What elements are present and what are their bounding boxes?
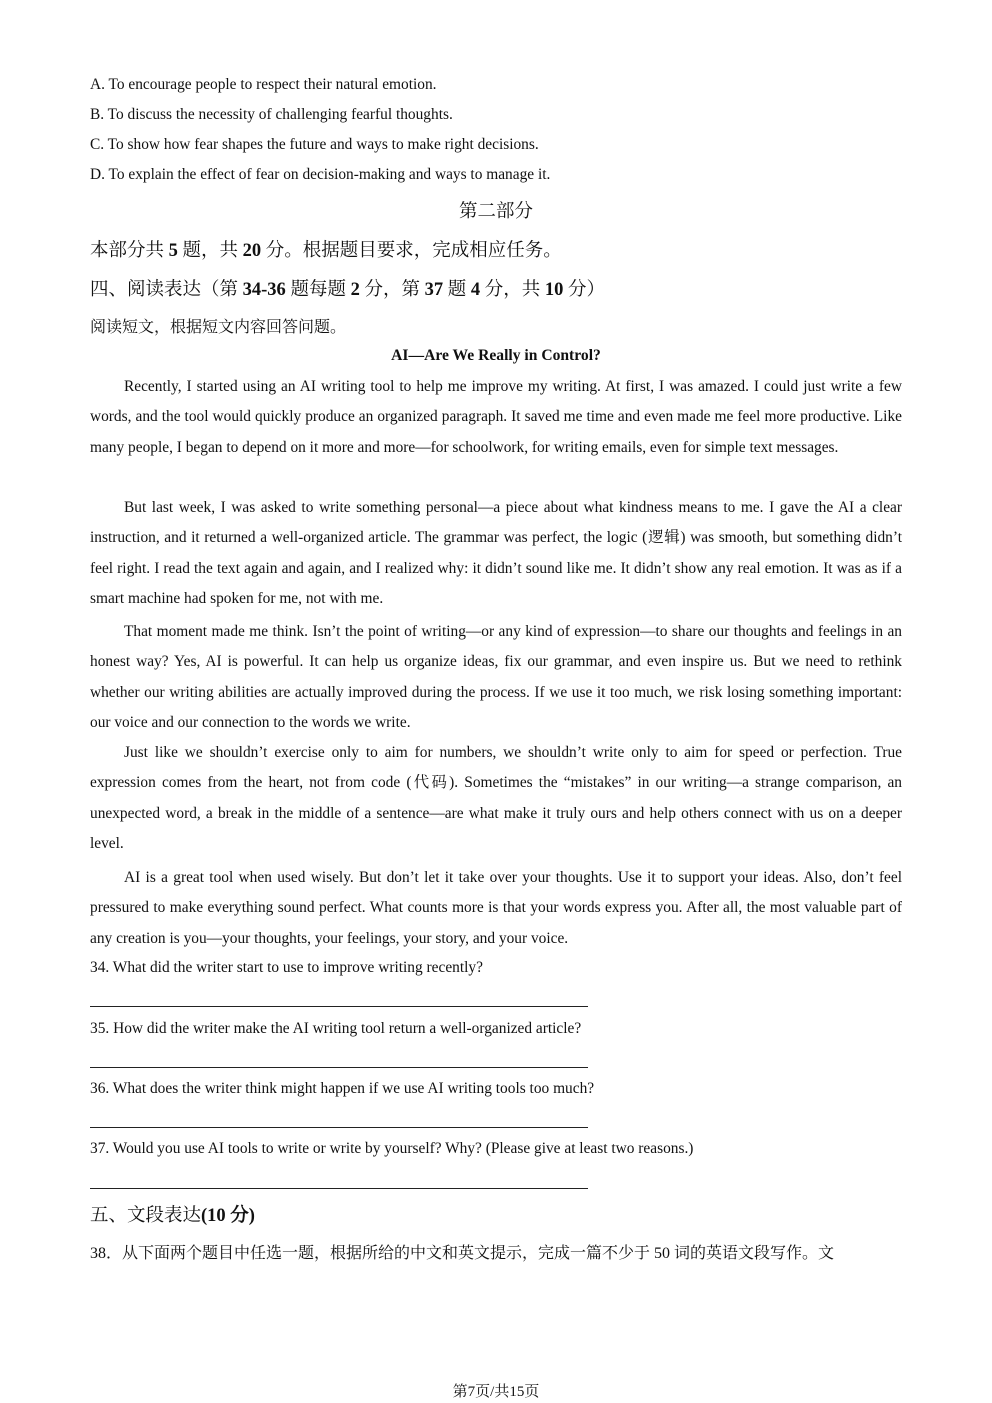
answer-line-34[interactable]: [90, 1006, 588, 1007]
answer-line-37[interactable]: [90, 1188, 588, 1189]
article-paragraph-2: But last week, I was asked to write something personal—a piece about what kindness means to me. I gave the AI a clear instruction, and it returned a well-organized article. The grammar was perfect, the logic (逻辑) was smooth, but something didn’t feel right. I read the text again and again, and I realized why: it didn’t sound like me. It didn’t show any real emotion. It was as if a smart machine had spoken for me, not with me.: [90, 499, 902, 608]
article-paragraph-4: Just like we shouldn’t exercise only to aim for numbers, we shouldn’t write only to aim for speed or perfection. True expression comes from the heart, not from code (代码). Sometimes the “mistakes” in our writing—a strange comparison, an unexpected word, a break in the middle of a sentence—are what make it truly ours and help others connect with us on a deeper level.: [90, 744, 902, 853]
section-five-title: 五、文段表达(10 分): [90, 1206, 255, 1226]
article-paragraph-5: AI is a great tool when used wisely. But don’t let it take over your thoughts. Use it to support your ideas. Also, don’t feel pressured to make everything sound perfect. What counts more is that your words express you. After all, the most valuable part of any creation is you—your thoughts, your feelings, your story, and your voice.: [90, 869, 902, 947]
section-four-instruction: 阅读短文，根据短文内容回答问题。: [90, 319, 347, 336]
section-four-title: 四、阅读表达（第 34-36 题每题 2 分，第 37 题 4 分，共 10 分）: [90, 280, 606, 300]
option-b: B. To discuss the necessity of challenging fearful thoughts.: [90, 106, 453, 123]
question-34: 34. What did the writer start to use to improve writing recently?: [90, 959, 483, 976]
question-37: 37. Would you use AI tools to write or write by yourself? Why? (Please give at least two reasons.): [90, 1140, 694, 1157]
answer-line-36[interactable]: [90, 1127, 588, 1128]
article-paragraph-3: That moment made me think. Isn’t the point of writing—or any kind of expression—to share our thoughts and feelings in an honest way? Yes, AI is powerful. It can help us organize ideas, fix our grammar, and even inspire us. But we need to rethink whether our writing abilities are actually improved during the process. If we use it too much, we risk losing something important: our voice and our connection to the words we write.: [90, 623, 902, 732]
part-two-intro: 本部分共 5 题，共 20 分。根据题目要求，完成相应任务。: [90, 241, 562, 261]
answer-line-35[interactable]: [90, 1067, 588, 1068]
question-35: 35. How did the writer make the AI writing tool return a well-organized article?: [90, 1020, 582, 1037]
question-38: 38．从下面两个题目中任选一题，根据所给的中文和英文提示，完成一篇不少于 50 词的英语文段写作。文: [90, 1245, 835, 1262]
option-a: A. To encourage people to respect their natural emotion.: [90, 76, 437, 93]
option-d: D. To explain the effect of fear on decision-making and ways to manage it.: [90, 166, 551, 183]
part-two-heading: 第二部分: [458, 202, 533, 222]
question-36: 36. What does the writer think might happen if we use AI writing tools too much?: [90, 1080, 595, 1097]
option-c: C. To show how fear shapes the future and ways to make right decisions.: [90, 136, 539, 153]
page-footer: 第7页/共15页: [452, 1384, 540, 1400]
article-paragraph-1: Recently, I started using an AI writing tool to help me improve my writing. At first, I was amazed. I could just write a few words, and the tool would quickly produce an organized paragraph. It saved me time and even made me feel more productive. Like many people, I began to depend on it more and more—for schoolwork, for writing emails, even for simple text messages.: [90, 378, 902, 456]
article-title: AI—Are We Really in Control?: [391, 347, 601, 364]
